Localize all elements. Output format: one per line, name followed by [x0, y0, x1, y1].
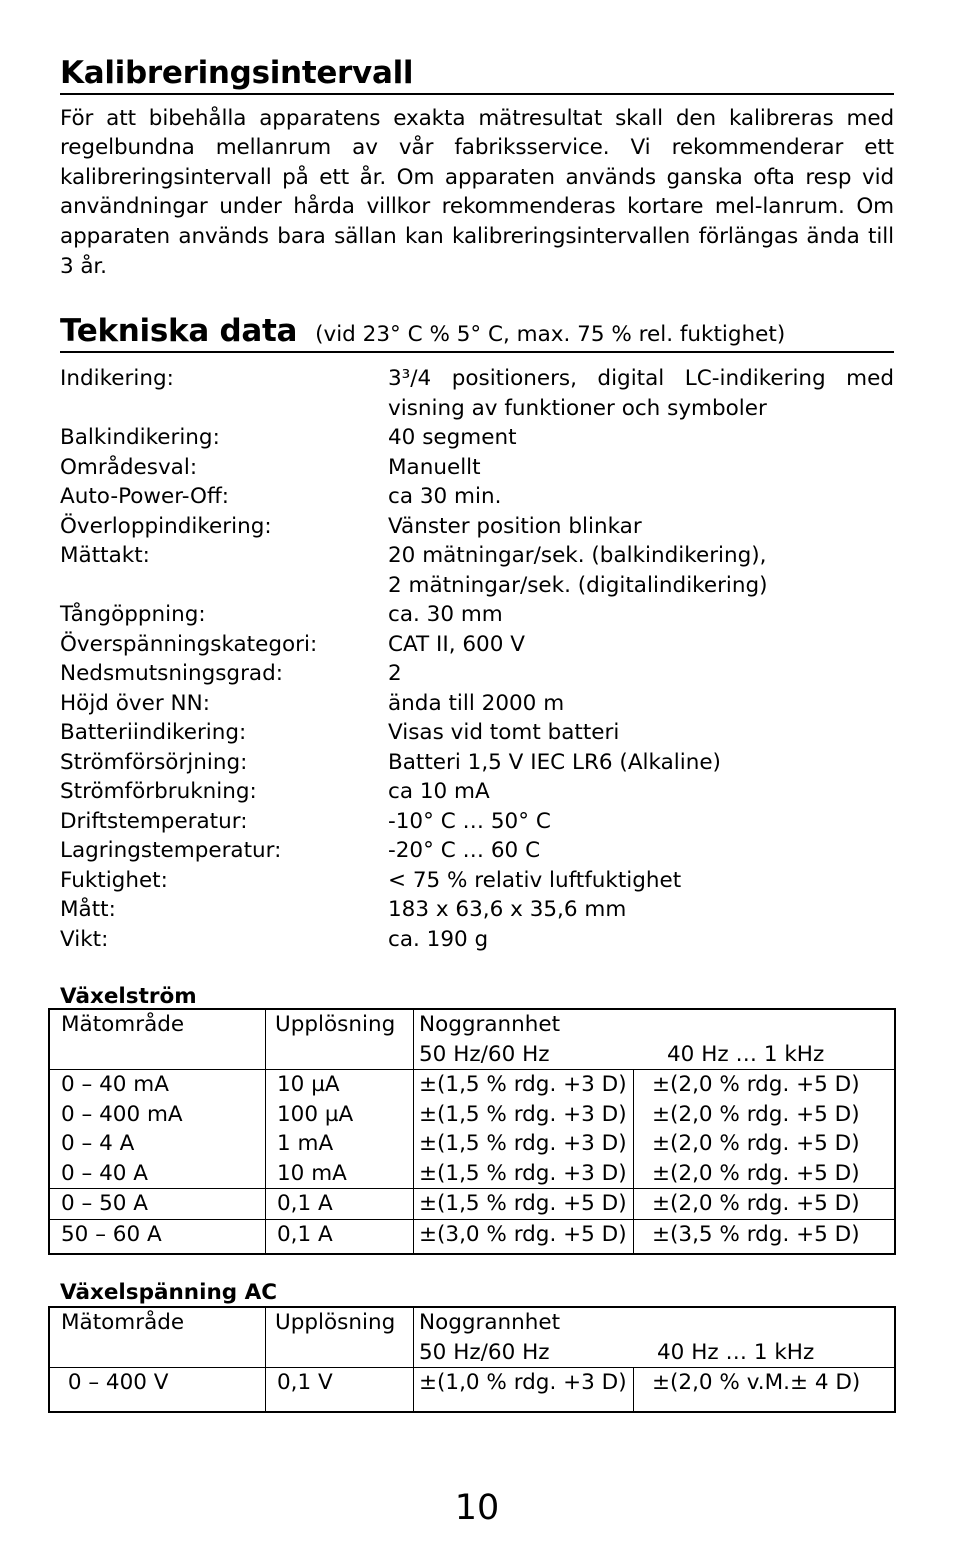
calibration-heading: Kalibreringsintervall — [60, 55, 414, 91]
ac-voltage-title: Växelspänning AC — [60, 1280, 278, 1305]
cell-accuracy-40-1k: ±(2,0 % v.M.± 4 D) — [634, 1368, 896, 1412]
spec-label: Auto-Power-Off: — [60, 484, 230, 509]
spec-list — [60, 364, 894, 954]
cell-range: 0 – 40 mA — [61, 1072, 169, 1097]
spec-label: Indikering: — [60, 366, 174, 391]
table-row — [49, 1070, 895, 1100]
spec-value: < 75 % relativ luftfuktighet — [388, 867, 682, 893]
cell-range: 0 – 40 A — [61, 1160, 148, 1186]
spec-row — [60, 748, 894, 778]
cell-accuracy-50-60: ±(1,5 % rdg. +5 D) — [414, 1189, 634, 1220]
header-frequencies — [419, 1040, 894, 1070]
spec-value: -10° C … 50° C — [388, 808, 551, 834]
spec-label: Fuktighet: — [60, 867, 168, 893]
spec-label: Nedsmutsningsgrad: — [60, 661, 283, 686]
spec-label: Balkindikering: — [60, 425, 220, 450]
spec-label: Strömförsörjning: — [60, 749, 248, 775]
technical-subheading: (vid 23° C % 5° C, max. 75 % rel. fuktighet) — [315, 322, 786, 347]
cell-accuracy-40-1k: ±(3,5 % rdg. +5 D) — [634, 1219, 896, 1254]
cell-resolution: 0,1 A — [266, 1189, 414, 1220]
spec-row — [60, 453, 894, 483]
page-number: 10 — [454, 1488, 500, 1528]
header-freq-40-1k: 40 Hz … 1 kHz — [657, 1339, 815, 1365]
header-accuracy — [414, 1307, 896, 1368]
spec-value: 3³/4 positioners, digital LC-indikering med visning av funktioner och symboler — [388, 366, 894, 421]
header-range: Mätområde — [49, 1307, 266, 1368]
table-header-row — [49, 1009, 895, 1070]
spec-row — [60, 807, 894, 837]
cell-accuracy-50-60: ±(1,5 % rdg. +3 D) — [414, 1159, 634, 1189]
spec-label: Tångöppning: — [60, 602, 206, 627]
cell-range: 50 – 60 A — [49, 1219, 266, 1254]
table-row — [49, 1219, 895, 1254]
header-accuracy — [414, 1009, 896, 1070]
cell-resolution: 10 mA — [266, 1159, 414, 1189]
header-freq-40-1k: 40 Hz … 1 kHz — [667, 1041, 825, 1067]
technical-heading: Tekniska data — [60, 313, 298, 349]
spec-value: ca. 190 g — [388, 926, 489, 952]
table-row — [49, 1129, 895, 1159]
cell-accuracy-40-1k: ±(2,0 % rdg. +5 D) — [634, 1189, 896, 1220]
spec-label: Överloppindikering: — [60, 513, 272, 539]
spec-row — [60, 512, 894, 542]
cell-accuracy-50-60: ±(1,0 % rdg. +3 D) — [414, 1368, 634, 1412]
spec-row — [60, 718, 894, 748]
ac-voltage-table — [48, 1306, 896, 1413]
cell-range: 0 – 400 mA — [61, 1101, 183, 1127]
cell-range: 0 – 4 A — [61, 1131, 135, 1156]
spec-row — [60, 925, 894, 955]
calibration-section — [60, 56, 894, 281]
spec-row — [60, 364, 894, 423]
spec-label: Strömförbrukning: — [60, 779, 257, 804]
table-row — [49, 1100, 895, 1130]
technical-heading-rule — [60, 314, 894, 353]
spec-row — [60, 689, 894, 719]
cell-resolution: 0,1 A — [266, 1219, 414, 1254]
spec-value: Vänster position blinkar — [388, 513, 642, 539]
spec-label: Vikt: — [60, 926, 109, 952]
spec-value: Visas vid tomt batteri — [388, 720, 620, 745]
header-accuracy-label: Noggrannhet — [419, 1310, 561, 1335]
spec-label: Driftstemperatur: — [60, 808, 248, 834]
spec-label: Höjd över NN: — [60, 690, 210, 716]
spec-label: Batteriindikering: — [60, 720, 247, 745]
header-range: Mätområde — [49, 1009, 266, 1070]
spec-value: Manuellt — [388, 454, 481, 480]
technical-heading-line — [60, 314, 894, 350]
spec-value: 40 segment — [388, 425, 517, 450]
cell-resolution: 100 µA — [266, 1100, 414, 1130]
cell-resolution: 10 µA — [266, 1070, 414, 1100]
spec-row — [60, 777, 894, 807]
cell-range: 0 – 50 A — [49, 1189, 266, 1220]
spec-row — [60, 836, 894, 866]
spec-value: ca. 30 mm — [388, 602, 503, 627]
calibration-heading-rule — [60, 56, 894, 95]
table-header-row — [49, 1307, 895, 1368]
header-accuracy-label: Noggrannhet — [419, 1012, 561, 1037]
cell-accuracy-40-1k: ±(2,0 % rdg. +5 D) — [634, 1129, 896, 1159]
spec-value: ca 30 min. — [388, 484, 502, 509]
table-row — [49, 1368, 895, 1412]
table-row — [49, 1159, 895, 1189]
cell-range: 0 – 400 V — [61, 1370, 169, 1395]
spec-row — [60, 423, 894, 453]
spec-value: 183 x 63,6 x 35,6 mm — [388, 897, 627, 922]
spec-value-line: 2 mätningar/sek. (digitalindikering) — [388, 572, 768, 598]
spec-row — [60, 895, 894, 925]
ac-current-table — [48, 1008, 896, 1255]
spec-value-multiline — [388, 541, 894, 600]
spec-row — [60, 482, 894, 512]
header-freq-50-60: 50 Hz/60 Hz — [419, 1339, 550, 1365]
spec-value: ca 10 mA — [388, 779, 490, 804]
spec-label: Områdesval: — [60, 454, 198, 480]
technical-data-section — [60, 314, 894, 353]
header-frequencies — [419, 1338, 894, 1368]
spec-label: Mättakt: — [60, 543, 150, 568]
spec-label: Mått: — [60, 897, 116, 922]
spec-label: Lagringstemperatur: — [60, 838, 282, 863]
cell-accuracy-40-1k: ±(2,0 % rdg. +5 D) — [634, 1159, 896, 1189]
spec-row — [60, 630, 894, 660]
table-row — [49, 1189, 895, 1220]
ac-current-title: Växelström — [60, 984, 197, 1009]
cell-resolution: 1 mA — [266, 1129, 414, 1159]
spec-row — [60, 600, 894, 630]
header-resolution: Upplösning — [266, 1307, 414, 1368]
cell-accuracy-50-60: ±(1,5 % rdg. +3 D) — [414, 1129, 634, 1159]
spec-row — [60, 659, 894, 689]
cell-accuracy-50-60: ±(3,0 % rdg. +5 D) — [414, 1219, 634, 1254]
spec-value-line: 20 mätningar/sek. (balkindikering), — [388, 543, 767, 568]
spec-row — [60, 541, 894, 600]
cell-accuracy-50-60: ±(1,5 % rdg. +3 D) — [414, 1100, 634, 1130]
spec-value: CAT II, 600 V — [388, 631, 525, 657]
spec-value: Batteri 1,5 V IEC LR6 (Alkaline) — [388, 749, 721, 775]
spec-value: -20° C … 60 C — [388, 838, 541, 863]
spec-value: ända till 2000 m — [388, 690, 565, 716]
cell-accuracy-40-1k: ±(2,0 % rdg. +5 D) — [634, 1100, 896, 1130]
spec-label: Överspänningskategori: — [60, 631, 318, 657]
calibration-paragraph: För att bibehålla apparatens exakta mätresultat skall den kalibreras med regelbundna mellanrum av vår fabriksservice. Vi rekommenderar ett kalibreringsintervall på ett år. Om apparaten används ganska ofta resp vid användningar under hårda villkor rekommenderas kortare mel-lanrum. Om apparaten används bara sällan kan kalibreringsintervallen förlängas ända till 3 år. — [60, 105, 894, 279]
cell-accuracy-50-60: ±(1,5 % rdg. +3 D) — [414, 1070, 634, 1100]
header-freq-50-60: 50 Hz/60 Hz — [419, 1041, 550, 1067]
cell-resolution: 0,1 V — [266, 1368, 414, 1412]
cell-accuracy-40-1k: ±(2,0 % rdg. +5 D) — [634, 1070, 896, 1100]
spec-row — [60, 866, 894, 896]
header-resolution: Upplösning — [266, 1009, 414, 1070]
spec-value: 2 — [388, 661, 402, 686]
